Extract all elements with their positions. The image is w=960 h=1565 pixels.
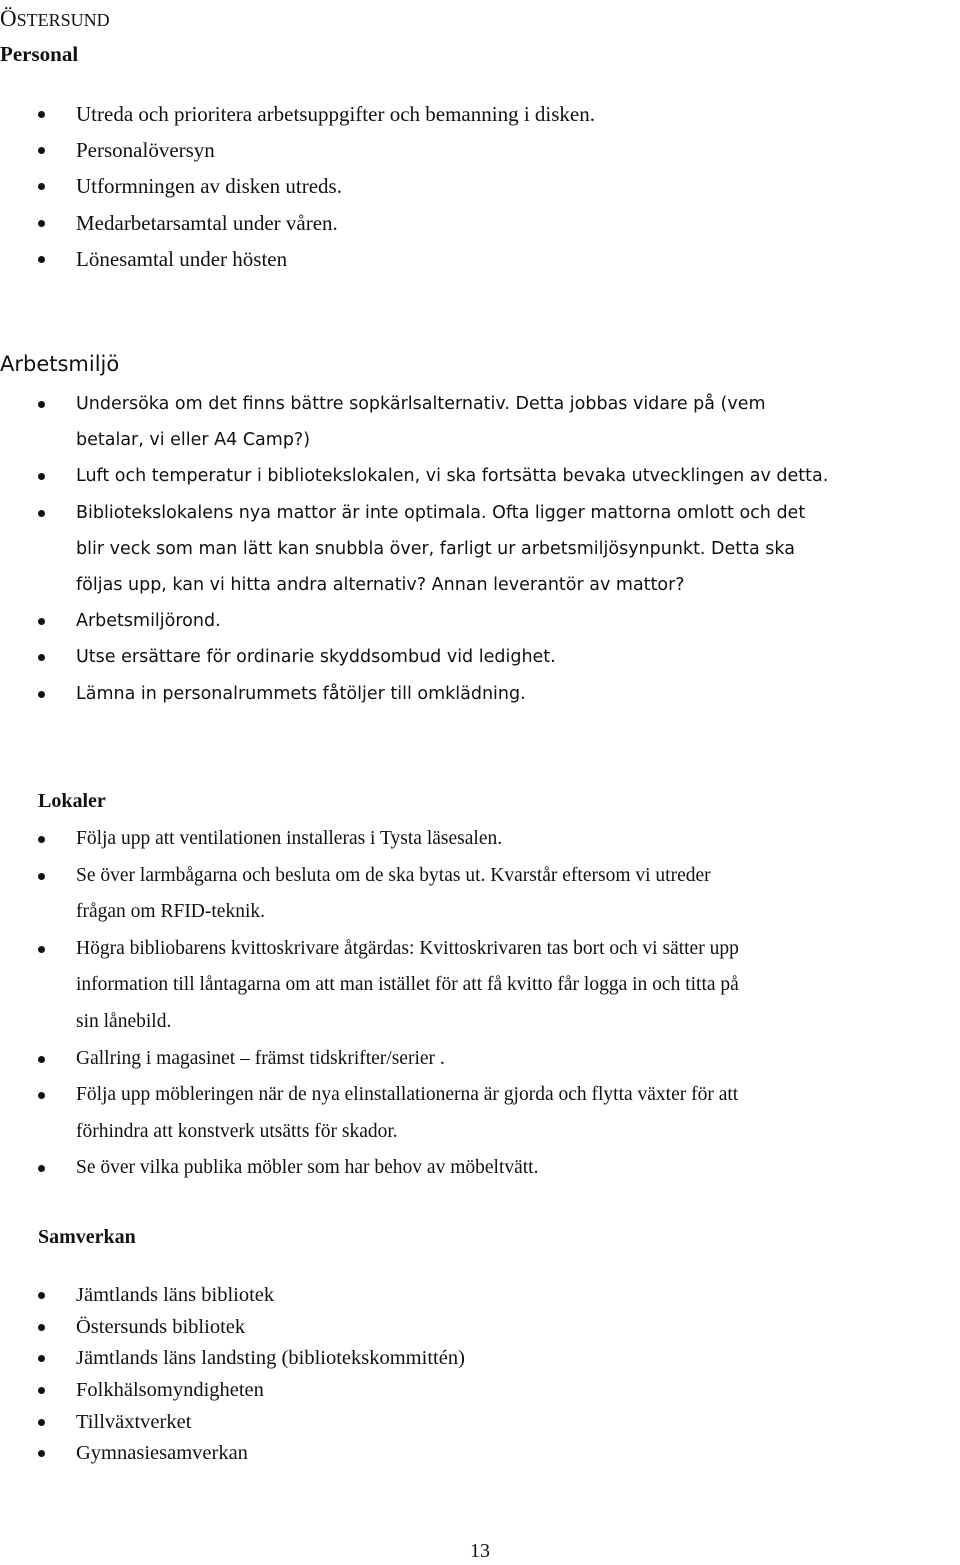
bullet-icon — [38, 183, 45, 190]
bullet-icon — [38, 836, 45, 843]
list-item-text: Medarbetarsamtal under våren. — [76, 210, 338, 235]
list-item-line: Följa upp möbleringen när de nya elinstallationerna är gjorda och flytta växter för att — [76, 1084, 739, 1106]
list-item-line: Bibliotekslokalens nya mattor är inte optimala. Ofta ligger mattorna omlott och det — [76, 502, 806, 523]
list-item-line: Följa upp att ventilationen installeras i Tysta läsesalen. — [76, 828, 503, 849]
list-item-text: Tillväxtverket — [76, 1410, 192, 1433]
list-item-line: Gallring i magasinet – främst tidskrifter/serier . — [76, 1047, 445, 1069]
list-item — [0, 168, 595, 204]
list-item — [0, 1312, 465, 1344]
bullet-icon — [38, 147, 45, 154]
list-samverkan — [0, 1280, 465, 1470]
bullet-icon — [38, 1450, 45, 1457]
list-item — [0, 821, 739, 858]
list-item — [0, 1077, 739, 1150]
bullet-icon — [38, 510, 45, 517]
bullet-icon — [38, 111, 45, 118]
bullet-icon — [38, 873, 45, 880]
title-initial: Ö — [0, 6, 17, 31]
list-item-text: Östersunds bibliotek — [76, 1315, 246, 1338]
list-item — [0, 603, 828, 639]
list-item-line: förhindra att konstverk utsätts för skador. — [76, 1120, 398, 1142]
list-item — [0, 931, 739, 1041]
list-item — [0, 386, 828, 458]
bullet-icon — [38, 1355, 45, 1362]
bullet-icon — [38, 654, 45, 661]
section-heading-samverkan: Samverkan — [38, 1226, 136, 1248]
list-item-line: Lämna in personalrummets fåtöljer till omklädning. — [76, 683, 526, 704]
section-heading-personal: Personal — [0, 42, 79, 66]
list-item-text: Utreda och prioritera arbetsuppgifter och bemanning i disken. — [76, 102, 595, 126]
list-item-text: Folkhälsomyndigheten — [76, 1379, 264, 1402]
list-item — [0, 1343, 465, 1375]
list-item — [0, 1280, 465, 1312]
bullet-icon — [38, 401, 45, 408]
list-item — [0, 639, 828, 675]
bullet-icon — [38, 1324, 45, 1331]
bullet-icon — [38, 1292, 45, 1299]
list-item-text: Gymnasiesamverkan — [76, 1442, 248, 1465]
bullet-icon — [38, 1387, 45, 1394]
list-item — [0, 241, 595, 277]
list-item-line: frågan om RFID-teknik. — [76, 901, 266, 923]
bullet-icon — [38, 691, 45, 698]
list-item-line: Luft och temperatur i bibliotekslokalen, vi ska fortsätta bevaka utvecklingen av detta. — [76, 466, 829, 487]
bullet-icon — [38, 1092, 45, 1099]
list-item-text: Jämtlands läns bibliotek — [76, 1284, 275, 1306]
list-item-text: Lönesamtal under hösten — [76, 246, 288, 271]
list-item-line: följas upp, kan vi hitta andra alternativ? Annan leverantör av mattor? — [76, 575, 685, 596]
title-rest: STERSUND — [16, 10, 110, 30]
list-item-line: Arbetsmiljörond. — [76, 611, 221, 632]
list-item-line: sin lånebild. — [76, 1010, 172, 1032]
list-item-line: blir veck som man lätt kan snubbla över, farligt ur arbetsmiljösynpunkt. Detta ska — [76, 538, 795, 559]
list-item-line: Undersöka om det finns bättre sopkärlsalternativ. Detta jobbas vidare på (vem — [76, 394, 766, 414]
list-item-line: Utse ersättare för ordinarie skyddsombud vid ledighet. — [76, 647, 556, 668]
bullet-icon — [38, 946, 45, 953]
section-heading-arbetsmiljo: Arbetsmiljö — [0, 352, 120, 376]
list-item-text: Utformningen av disken utreds. — [76, 174, 342, 199]
list-item-line: information till låntagarna om att man istället för att få kvitto får logga in och titta på — [76, 974, 739, 996]
list-arbetsmiljo — [0, 386, 828, 712]
list-item — [0, 1041, 739, 1078]
list-item — [0, 1438, 465, 1470]
list-item-text: Personalöversyn — [76, 138, 215, 163]
list-lokaler — [0, 821, 739, 1187]
list-item-line: Se över vilka publika möbler som har behov av möbeltvätt. — [76, 1157, 539, 1179]
section-heading-lokaler: Lokaler — [38, 790, 106, 812]
list-item-line: Högra bibliobarens kvittoskrivare åtgärdas: Kvittoskrivaren tas bort och vi sätter upp — [76, 937, 739, 959]
page-title — [0, 6, 110, 32]
list-item — [0, 96, 595, 132]
list-item — [0, 1375, 465, 1407]
list-item-text: Jämtlands läns landsting (bibliotekskommittén) — [76, 1347, 465, 1370]
list-item — [0, 495, 828, 604]
list-item — [0, 676, 828, 712]
bullet-icon — [38, 1165, 45, 1172]
bullet-icon — [38, 618, 45, 625]
list-item — [0, 132, 595, 168]
list-item — [0, 1150, 739, 1187]
list-personal — [0, 96, 595, 277]
page-number: 13 — [470, 1540, 490, 1562]
list-item — [0, 858, 739, 931]
list-item — [0, 1407, 465, 1439]
bullet-icon — [38, 220, 45, 227]
bullet-icon — [38, 473, 45, 480]
list-item — [0, 205, 595, 241]
list-item-line: Se över larmbågarna och besluta om de ska bytas ut. Kvarstår eftersom vi utreder — [76, 864, 711, 886]
bullet-icon — [38, 1419, 45, 1426]
bullet-icon — [38, 1056, 45, 1063]
list-item — [0, 458, 828, 494]
bullet-icon — [38, 256, 45, 263]
list-item-line: betalar, vi eller A4 Camp?) — [76, 430, 311, 451]
